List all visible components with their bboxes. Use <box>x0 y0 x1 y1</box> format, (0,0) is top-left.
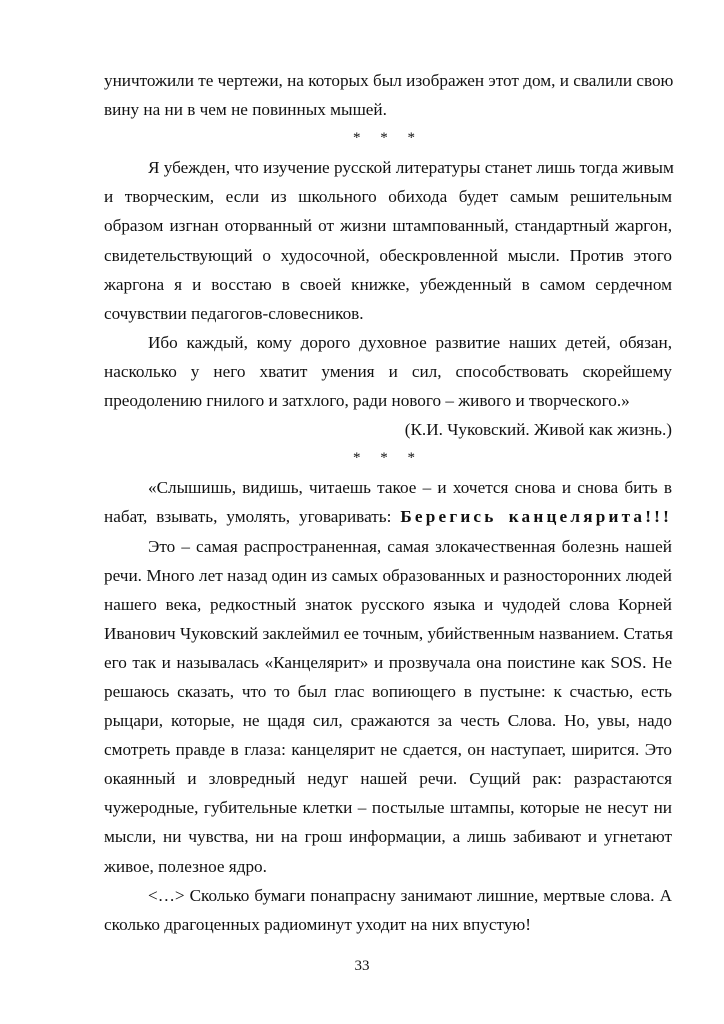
text-line: сочувствии педагогов-словесников. <box>104 303 364 323</box>
text-line: образом изгнан оторванный от жизни штампованный, стандартный жаргон, <box>104 216 672 236</box>
text-line: сколько драгоценных радиоминут уходит на них впустую! <box>104 914 531 934</box>
text-line: речи. Много лет назад один из самых образованных и разносторонних людей <box>104 565 672 585</box>
page-number: 33 <box>354 958 370 974</box>
text-line: Я убежден, что изучение русской литературы станет лишь тогда живым <box>148 158 674 178</box>
text-line: его так и называлась «Канцелярит» и прозвучала она поистине как SOS. Не <box>104 652 672 672</box>
text-line: уничтожили те чертежи, на которых был изображен этот дом, и свалили свою <box>104 71 674 90</box>
text-line: решаюсь сказать, что то был глас вопиющего в пустыне: к счастью, есть <box>104 681 672 701</box>
text-line: Иванович Чуковский заклеймил ее точным, убийственным названием. Статья <box>104 623 673 643</box>
section-separator: * * * <box>353 450 423 467</box>
text-line: Ибо каждый, кому дорого духовное развитие наших детей, обязан, <box>148 332 672 352</box>
page-body-text <box>104 66 672 939</box>
text-line: и творческим, если из школьного обихода будет самым решительным <box>104 187 672 207</box>
text-line: вину на ни в чем не повинных мышей. <box>104 100 387 120</box>
text-line: живое, полезное ядро. <box>104 856 267 876</box>
text-line: мысли, ни чувства, ни на грош информации, а лишь забивают и угнетают <box>104 827 672 847</box>
text-line: Это – самая распространенная, самая злокачественная болезнь нашей <box>148 536 672 556</box>
text-line: <…> Сколько бумаги понапрасну занимают лишние, мертвые слова. А <box>148 885 672 905</box>
text-line: рыцари, которые, не щадя сил, сражаются за честь Слова. Но, увы, надо <box>104 711 672 731</box>
text-line: преодолению гнилого и затхлого, ради нового – живого и творческого.» <box>104 391 630 411</box>
text-line: чужеродные, губительные клетки – постылые штампы, которые не несут ни <box>104 798 672 818</box>
text-line: нашего века, редкостный знаток русского языка и чудодей слова Корней <box>104 594 672 614</box>
text-fragment: набат, взывать, умолять, уговаривать: <box>104 507 401 527</box>
quote-attribution: (К.И. Чуковский. Живой как жизнь.) <box>404 420 672 440</box>
text-line: свидетельствующий о худосочной, обескровленной мысли. Против этого <box>104 245 672 265</box>
text-line: окаянный и зловредный недуг нашей речи. Сущий рак: разрастаются <box>104 769 672 789</box>
text-line: смотреть правде в глаза: канцелярит не сдается, он наступает, ширится. Это <box>104 740 672 760</box>
emphasized-phrase: Берегись канцелярита!!! <box>400 507 672 527</box>
text-line-with-emphasis <box>104 502 672 531</box>
text-line: жаргона я и восстаю в своей книжке, убежденный в самом сердечном <box>104 274 672 294</box>
text-line: «Слышишь, видишь, читаешь такое – и хочется снова и снова бить в <box>148 478 672 498</box>
text-line: насколько у него хватит умения и сил, способствовать скорейшему <box>104 361 672 381</box>
section-separator: * * * <box>353 130 423 147</box>
